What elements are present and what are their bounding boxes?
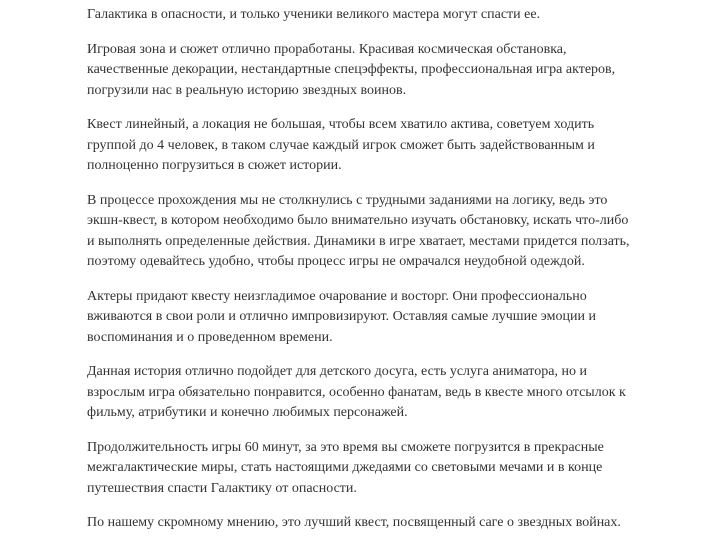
paragraph-line: взрослым игра обязательно понравится, особенно фанатам, ведь в квесте много отсылок к [87, 384, 626, 400]
paragraph-line: погрузили нас в реальную историю звездных воинов. [87, 82, 407, 98]
paragraph-linear-quest [87, 115, 687, 177]
paragraph-duration [87, 438, 687, 500]
paragraph-line: группой до 4 человек, в таком случае каждый игрок сможет быть задействованным и [87, 137, 595, 153]
paragraph-line: экшн-квест, в котором необходимо было внимательно изучать обстановку, искать что-либо [87, 213, 629, 228]
paragraph-line: Продолжительность игры 60 минут, за это время вы сможете погрузится в прекрасные [87, 439, 604, 455]
paragraph-line: Данная история отлично подойдет для детского досуга, есть услуга аниматора, но и [87, 364, 587, 379]
paragraph-audience [87, 362, 687, 424]
paragraph-line: поэтому одевайтесь удобно, чтобы процесс игры не омрачался неудобной одеждой. [87, 254, 585, 269]
paragraph-line: По нашему скромному мнению, это лучший квест, посвященный саге о звездных войнах. [87, 515, 621, 530]
paragraph-line: В процессе прохождения мы не столкнулись с трудными заданиями на логику, ведь это [87, 192, 608, 208]
paragraph-line: качественные декорации, нестандартные спецэффекты, профессиональная игра актеров, [87, 62, 616, 77]
paragraph-line: Квест линейный, а локация не большая, чтобы всем хватило актива, советуем ходить [87, 117, 595, 132]
paragraph-line: фильму, атрибутики и конечно любимых персонажей. [87, 405, 408, 420]
paragraph-line: Галактика в опасности, и только ученики великого мастера могут спасти ее. [87, 7, 541, 22]
paragraph-line: межгалактические миры, стать настоящими джедаями со световыми мечами и в конце [87, 460, 603, 475]
paragraph-actors [87, 287, 687, 349]
paragraph-line: Игровая зона и сюжет отлично проработаны. Красивая космическая обстановка, [87, 41, 567, 57]
paragraph-line: полноценно погрузиться в сюжет истории. [87, 158, 342, 173]
paragraph-line: воспоминания и о проведенном времени. [87, 329, 333, 345]
paragraph-intro [87, 5, 687, 26]
article-body [87, 5, 687, 548]
paragraph-line: и выполнять определенные действия. Динамики в игре хватает, местами придется ползать, [87, 233, 630, 249]
paragraph-line: Актеры придают квесту неизгладимое очарование и восторг. Они профессионально [87, 288, 587, 304]
paragraph-line: вживаются в свои роли и отлично импровизируют. Оставляя самые лучшие эмоции и [87, 309, 596, 324]
paragraph-gameplay [87, 191, 687, 273]
paragraph-game-zone [87, 40, 687, 102]
paragraph-line: путешествия спасти Галактику от опасности. [87, 480, 357, 496]
paragraph-conclusion [87, 513, 687, 534]
